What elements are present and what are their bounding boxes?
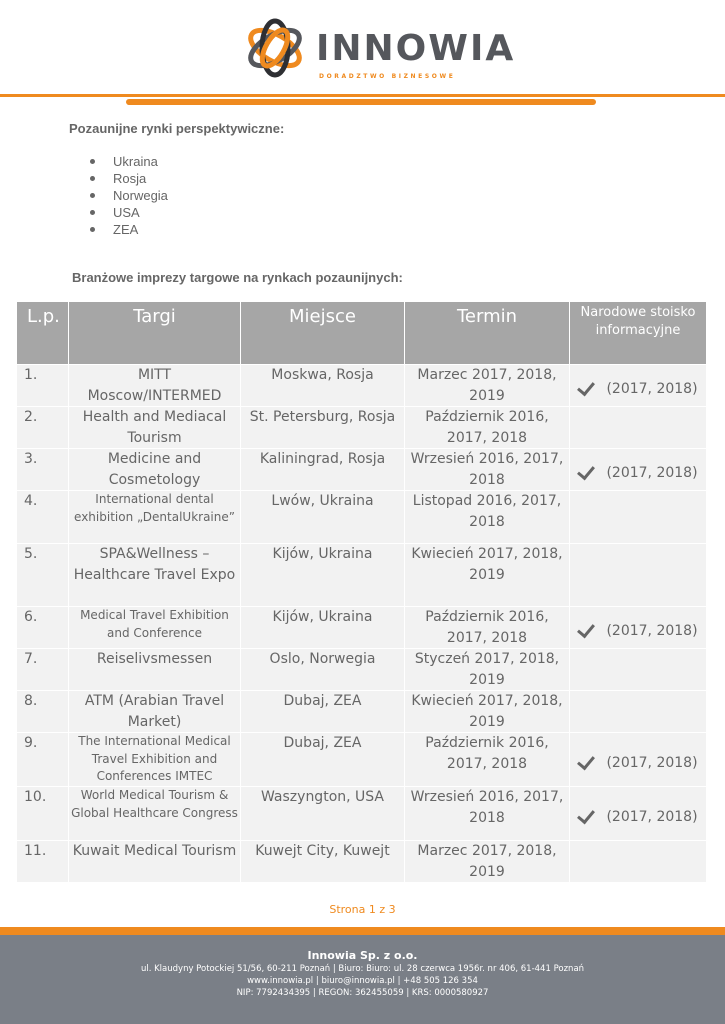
list-item-label: USA [113, 205, 140, 220]
table-row [17, 365, 707, 407]
page-header [0, 0, 725, 110]
footer-ids: NIP: 7792434395 | REGON: 362455059 | KRS: 0000580927 [236, 988, 489, 998]
cell-miejsce: St. Petersburg, Rosja [241, 407, 405, 449]
col-header-lp: L.p. [17, 302, 69, 365]
cell-miejsce: Kuwejt City, Kuwejt [241, 841, 405, 883]
cell-targi: Kuwait Medical Tourism [69, 841, 241, 883]
cell-termin: Październik 2016, 2017, 2018 [405, 607, 570, 649]
cell-lp: 4. [17, 491, 69, 544]
cell-miejsce: Moskwa, Rosja [241, 365, 405, 407]
list-item-label: ZEA [113, 222, 139, 237]
bullet-icon [90, 210, 95, 215]
cell-targi: The International Medical Travel Exhibition and Conferences IMTEC [69, 733, 241, 787]
cell-termin: Styczeń 2017, 2018, 2019 [405, 649, 570, 691]
footer-address: ul. Klaudyny Potockiej 51/56, 60-211 Poznań | Biuro: Biuro: ul. 28 czerwca 1956r. nr 406, 61-441 Poznań [140, 964, 585, 974]
footer-accent-bar [0, 927, 725, 935]
cell-termin: Listopad 2016, 2017, 2018 [405, 491, 570, 544]
check-icon [577, 462, 595, 481]
cell-miejsce: Kijów, Ukraina [241, 607, 405, 649]
page-number: Strona 1 z 3 [329, 903, 396, 916]
cell-lp: 3. [17, 449, 69, 491]
cell-termin: Wrzesień 2016, 2017, 2018 [405, 449, 570, 491]
cell-miejsce: Dubaj, ZEA [241, 691, 405, 733]
cell-targi: Medicine and Cosmetology [69, 449, 241, 491]
cell-lp: 8. [17, 691, 69, 733]
footer-company: Innowia Sp. z o.o. [307, 949, 418, 962]
cell-stoisko [570, 491, 707, 544]
cell-stoisko [570, 649, 707, 691]
cell-stoisko [570, 787, 707, 841]
list-item [88, 204, 168, 221]
check-icon [577, 620, 595, 639]
list-item [88, 187, 168, 204]
logo-name: INNOWIA [316, 28, 516, 69]
cell-stoisko [570, 691, 707, 733]
cell-stoisko [570, 733, 707, 787]
cell-stoisko [570, 407, 707, 449]
cell-lp: 6. [17, 607, 69, 649]
table-row [17, 841, 707, 883]
stoisko-years: (2017, 2018) [606, 381, 698, 397]
cell-termin: Marzec 2017, 2018, 2019 [405, 841, 570, 883]
cell-lp: 11. [17, 841, 69, 883]
cell-targi: SPA&Wellness – Healthcare Travel Expo [69, 544, 241, 607]
cell-lp: 1. [17, 365, 69, 407]
logo-tagline: DORADZTWO BIZNESOWE [319, 73, 456, 80]
table-row [17, 449, 707, 491]
cell-targi: World Medical Tourism & Global Healthcare Congress [69, 787, 241, 841]
cell-lp: 5. [17, 544, 69, 607]
table-row [17, 691, 707, 733]
cell-stoisko [570, 607, 707, 649]
logo-rings-icon [240, 14, 310, 82]
cell-lp: 9. [17, 733, 69, 787]
cell-targi: Reiselivsmessen [69, 649, 241, 691]
innowia-logo [240, 14, 516, 82]
cell-termin: Marzec 2017, 2018, 2019 [405, 365, 570, 407]
cell-termin: Kwiecień 2017, 2018, 2019 [405, 691, 570, 733]
cell-targi: Medical Travel Exhibition and Conference [69, 607, 241, 649]
cell-targi: Health and Mediacal Tourism [69, 407, 241, 449]
header-divider-thin [0, 94, 725, 97]
table-row [17, 491, 707, 544]
table-row [17, 407, 707, 449]
list-item [88, 170, 168, 187]
fairs-table [17, 302, 707, 883]
markets-list [88, 153, 168, 238]
cell-stoisko [570, 449, 707, 491]
table-row [17, 544, 707, 607]
table-row [17, 607, 707, 649]
cell-miejsce: Waszyngton, USA [241, 787, 405, 841]
bullet-icon [90, 159, 95, 164]
table-row [17, 733, 707, 787]
cell-termin: Październik 2016, 2017, 2018 [405, 407, 570, 449]
col-header-termin: Termin [405, 302, 570, 365]
list-item [88, 221, 168, 238]
cell-termin: Kwiecień 2017, 2018, 2019 [405, 544, 570, 607]
col-header-stoisko: Narodowe stoisko informacyjne [570, 302, 707, 365]
list-item-label: Norwegia [113, 188, 168, 203]
list-item [88, 153, 168, 170]
cell-targi: ATM (Arabian Travel Market) [69, 691, 241, 733]
bullet-icon [90, 176, 95, 181]
cell-termin: Październik 2016, 2017, 2018 [405, 733, 570, 787]
table-row [17, 649, 707, 691]
cell-stoisko [570, 365, 707, 407]
footer-contact: www.innowia.pl | biuro@innowia.pl | +48 505 126 354 [247, 976, 478, 986]
markets-heading: Pozaunijne rynki perspektywiczne: [69, 121, 285, 136]
stoisko-years: (2017, 2018) [606, 623, 698, 639]
stoisko-years: (2017, 2018) [606, 465, 698, 481]
col-header-targi: Targi [69, 302, 241, 365]
check-icon [577, 806, 595, 825]
cell-miejsce: Dubaj, ZEA [241, 733, 405, 787]
list-item-label: Ukraina [113, 154, 158, 169]
bullet-icon [90, 193, 95, 198]
fairs-heading: Branżowe imprezy targowe na rynkach pozaunijnych: [72, 270, 403, 285]
stoisko-years: (2017, 2018) [606, 755, 698, 771]
cell-stoisko [570, 544, 707, 607]
table-row [17, 787, 707, 841]
cell-stoisko [570, 841, 707, 883]
cell-lp: 2. [17, 407, 69, 449]
cell-lp: 7. [17, 649, 69, 691]
cell-miejsce: Lwów, Ukraina [241, 491, 405, 544]
stoisko-years: (2017, 2018) [606, 809, 698, 825]
list-item-label: Rosja [113, 171, 147, 186]
cell-lp: 10. [17, 787, 69, 841]
cell-termin: Wrzesień 2016, 2017, 2018 [405, 787, 570, 841]
cell-miejsce: Oslo, Norwegia [241, 649, 405, 691]
cell-targi: International dental exhibition „DentalUkraine” [69, 491, 241, 544]
header-divider-thick [126, 99, 596, 105]
cell-miejsce: Kijów, Ukraina [241, 544, 405, 607]
cell-targi: MITT Moscow/INTERMED [69, 365, 241, 407]
check-icon [577, 752, 595, 771]
page-footer [0, 935, 725, 1024]
check-icon [577, 378, 595, 397]
table-header-row [17, 302, 707, 365]
bullet-icon [90, 227, 95, 232]
cell-miejsce: Kaliningrad, Rosja [241, 449, 405, 491]
col-header-miejsce: Miejsce [241, 302, 405, 365]
